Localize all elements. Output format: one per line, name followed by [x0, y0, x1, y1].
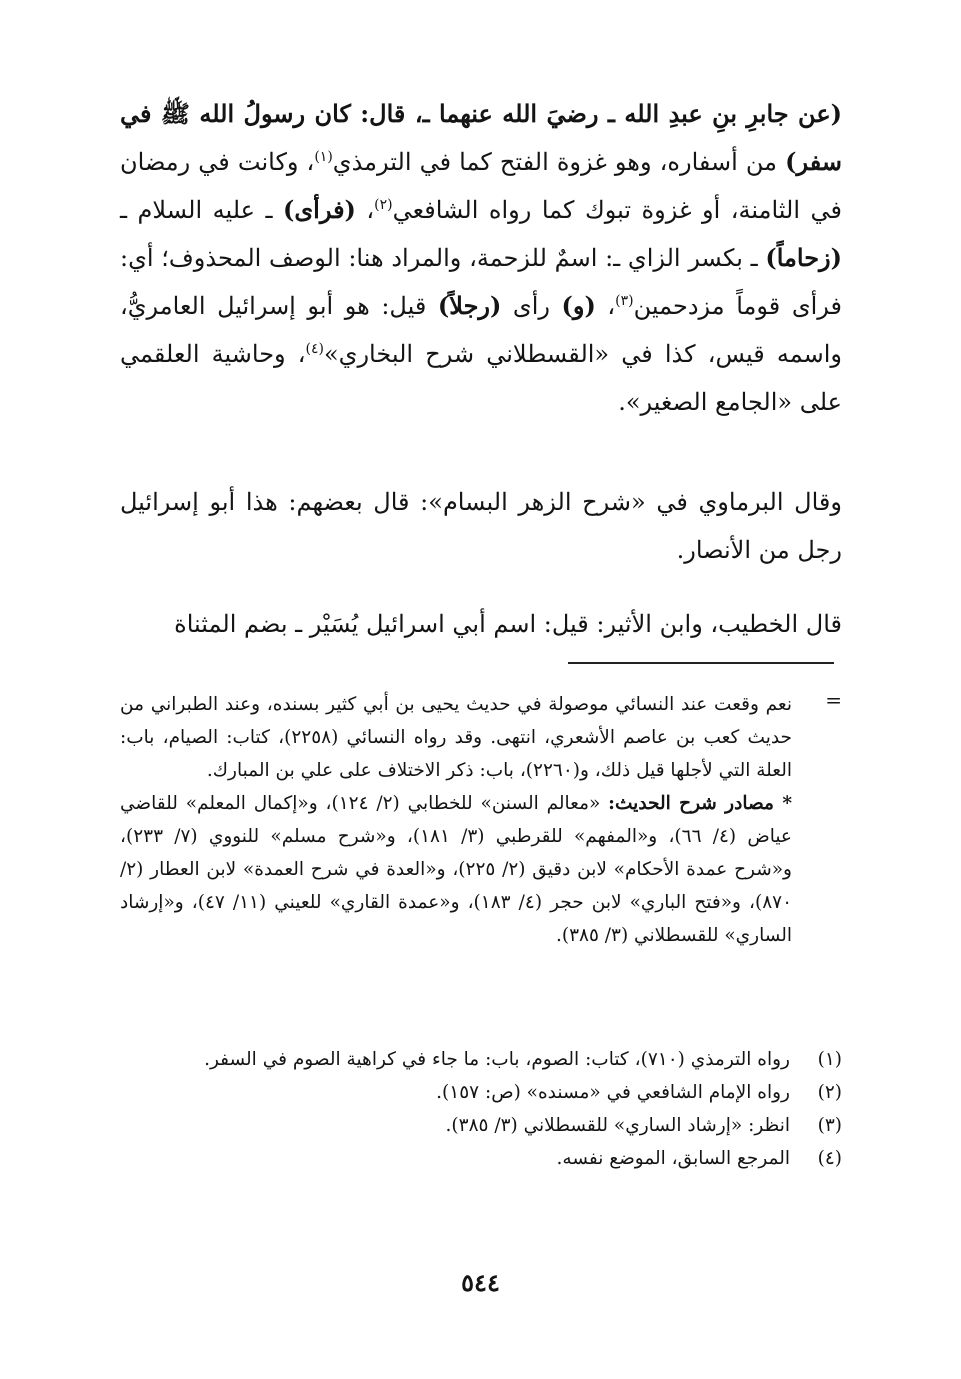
text-run: قيل: هو أبو إسرائيل العامريُّ، واسمه قيس، كذا في «القسطلاني شرح البخاري»	[120, 292, 842, 368]
sources-text: «معالم السنن» للخطابي (٢/ ١٢٤)، و«إكمال المعلم» للقاضي عياض (٤/ ٦٦)، و«المفهم» للقرطبي (٣/ ١٨١)، و«شرح مسلم» للنووي (٧/ ٢٣٣)، و«شرح عمدة الأحكام» لابن دقيق (٢/ ٢٢٥)، و«العدة في شرح العمدة» لابن العطار (٢/ ٨٧٠)، و«فتح الباري» لابن حجر (٤/ ١٨٣)، و«عمدة القاري» للعيني (١١/ ٤٧)، و«إرشاد الساري» للقسطلاني (٣/ ٣٨٥).	[120, 793, 793, 946]
sources-label: * مصادر شرح الحديث:	[608, 793, 793, 814]
text-run: رأى	[501, 292, 562, 320]
footnote-number: (٢)	[817, 1082, 842, 1103]
continuation-marker: =	[825, 688, 842, 712]
text-run: ـ عليه السلام ـ	[120, 196, 284, 224]
footnote-ref-2: (٢)	[374, 197, 393, 213]
footnote-item	[120, 1142, 842, 1175]
paragraph-text: قال الخطيب، وابن الأثير: قيل: اسم أبي اسرائيل يُسَيْر ـ بضم المثناة	[174, 610, 842, 638]
hadith-word: (فرأى)	[283, 195, 356, 224]
footnote-list	[120, 1043, 842, 1175]
continuation-text: نعم وقعت عند النسائي موصولة في حديث يحيى بن أبي كثير بسنده، وعند الطبراني من حديث كعب بن عاصم الأشعري، انتهى. وقد رواه النسائي (٢٢٥٨)، كتاب: الصيام، باب: العلة التي لأجلها قيل ذلك، و(٢٢٦٠)، باب: ذكر الاختلاف على علي بن المبارك.	[120, 694, 792, 781]
paragraph-text: وقال البرماوي في «شرح الزهر البسام»: قال بعضهم: هذا أبو إسرائيل رجل من الأنصار.	[120, 488, 842, 564]
main-paragraph-2	[120, 478, 842, 574]
main-paragraph-3	[120, 600, 842, 648]
footnote-ref-3: (٣)	[615, 293, 634, 309]
page-number: ٥٤٤	[461, 1268, 500, 1297]
footnote-text: المرجع السابق، الموضع نفسه.	[556, 1148, 790, 1169]
main-paragraph-1	[120, 90, 842, 426]
footnote-item	[120, 1043, 842, 1076]
footnote-number: (١)	[817, 1049, 842, 1070]
footnote-item	[120, 1109, 842, 1142]
footnote-number: (٤)	[817, 1148, 842, 1169]
sources-note	[120, 787, 792, 952]
footnote-ref-1: (١)	[314, 149, 333, 165]
text-run: ، وحاشية العلقمي على «الجامع الصغير».	[120, 340, 842, 416]
text-run: ،	[595, 292, 616, 320]
text-run: ،	[355, 196, 375, 224]
text-run: ـ بكسر الزاي ـ: اسمٌ للزحمة، والمراد هنا: الوصف المحذوف؛ أي: فرأى قوماً مزدحمين	[120, 244, 842, 320]
footnote-text: رواه الإمام الشافعي في «مسنده» (ص: ١٥٧).	[436, 1082, 790, 1103]
footnote-text: انظر: «إرشاد الساري» للقسطلاني (٣/ ٣٨٥).	[445, 1115, 790, 1136]
hadith-word: (رجلاً)	[437, 291, 502, 320]
hadith-word: (زحاماً)	[765, 243, 842, 272]
footnote-text: رواه الترمذي (٧١٠)، كتاب: الصوم، باب: ما جاء في كراهية الصوم في السفر.	[204, 1049, 790, 1070]
hadith-word: (و)	[561, 291, 596, 320]
text-run: من أسفاره، وهو غزوة الفتح كما في الترمذي	[332, 148, 786, 176]
footnote-number: (٣)	[817, 1115, 842, 1136]
footnote-item	[120, 1076, 842, 1109]
footnote-ref-4: (٤)	[305, 341, 324, 357]
footnote-continuation	[120, 688, 842, 952]
hadith-opening: (عن جابرِ بنِ عبدِ الله ـ رضيَ الله عنهما ـ، قال: كان رسولُ الله ﷺ في سفر)	[120, 99, 842, 176]
footnote-separator	[568, 662, 834, 664]
text-run: ، وكانت في رمضان في الثامنة، أو غزوة تبوك كما رواه الشافعي	[120, 148, 842, 224]
